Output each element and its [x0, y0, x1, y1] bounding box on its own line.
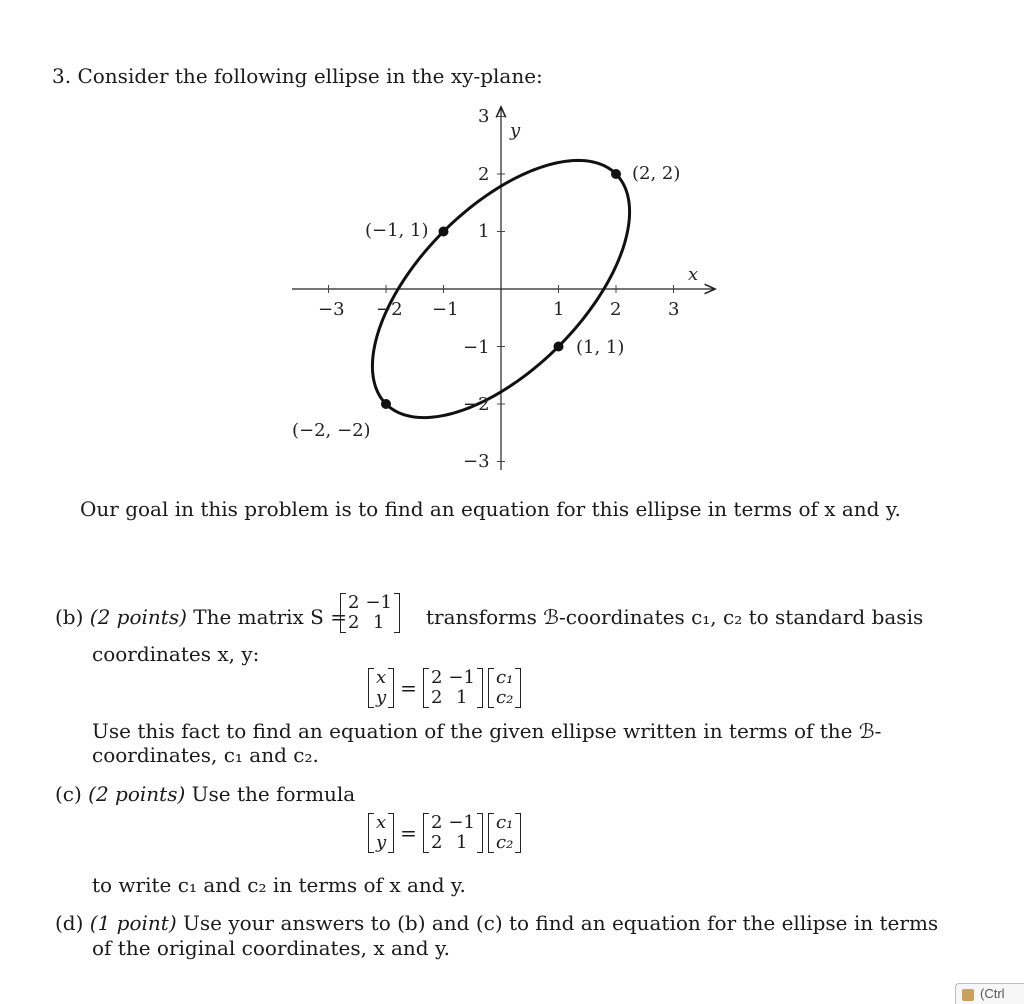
- part-b-points: (2 points): [89, 605, 187, 629]
- goal-text: Our goal in this problem is to find an equation for this ellipse in terms of x and y.: [80, 497, 901, 521]
- x-tick-label: −1: [432, 299, 459, 320]
- matrix-cell: c₁: [496, 667, 514, 688]
- matrix-s-inline: [340, 593, 400, 633]
- part-d-line1: [55, 911, 938, 935]
- matrix-cell: 1: [455, 687, 468, 708]
- y-tick-label: 2: [478, 164, 490, 185]
- matrix-cell: y: [376, 832, 387, 853]
- part-d-label: (d): [55, 911, 84, 935]
- clipboard-icon: [962, 989, 974, 1001]
- part-c-points: (2 points): [88, 782, 186, 806]
- matrix-cell: x: [376, 667, 387, 688]
- matrix-cell: −1: [448, 812, 475, 833]
- matrix-cell: 2: [430, 667, 443, 688]
- matrix-cell: 1: [373, 612, 385, 633]
- x-tick-label: 1: [553, 299, 565, 320]
- point-label: (−2, −2): [292, 420, 371, 441]
- matrix-cell: y: [376, 687, 387, 708]
- point-label: (1, 1): [576, 337, 625, 358]
- ellipse-graph: [0, 0, 1024, 480]
- problem-number: 3.: [52, 64, 72, 88]
- part-b-text: coordinates, c₁ and c₂.: [92, 743, 319, 767]
- x-axis-label: x: [688, 264, 699, 285]
- paste-options-button[interactable]: [955, 983, 1024, 1004]
- x-tick-label: 3: [668, 299, 680, 320]
- matrix-cell: c₂: [496, 832, 514, 853]
- matrix-cell: −1: [448, 667, 475, 688]
- x-tick-label: −3: [318, 299, 345, 320]
- part-b-text: coordinates x, y:: [92, 642, 260, 666]
- ellipse-point: [381, 399, 391, 409]
- part-d-text: of the original coordinates, x and y.: [92, 936, 450, 960]
- point-label: (−1, 1): [365, 220, 429, 241]
- y-tick-label: −3: [463, 451, 490, 472]
- problem-intro: Consider the following ellipse in the xy-plane:: [77, 64, 543, 88]
- ellipse-point: [611, 169, 621, 179]
- part-c-label: (c): [55, 782, 82, 806]
- matrix-cell: 2: [430, 812, 443, 833]
- ellipse-point: [439, 227, 449, 237]
- matrix-equation: x y = 2 −1 2 1 c₁ c₂: [368, 668, 521, 708]
- matrix-cell: 2: [348, 612, 360, 633]
- x-tick-label: 2: [610, 299, 622, 320]
- y-tick-label: −2: [463, 394, 490, 415]
- matrix-cell: c₁: [496, 812, 514, 833]
- matrix-cell: 2: [348, 592, 360, 613]
- matrix-cell: 2: [430, 687, 443, 708]
- y-tick-label: −1: [463, 337, 490, 358]
- matrix-cell: −1: [365, 592, 392, 613]
- matrix-equation: x y = 2 −1 2 1 c₁ c₂: [368, 813, 521, 853]
- paste-options-label: (Ctrl: [980, 986, 1005, 1001]
- matrix-cell: c₂: [496, 687, 514, 708]
- y-tick-label: 1: [478, 221, 490, 242]
- part-c-line1: [55, 782, 355, 806]
- part-d-text: Use your answers to (b) and (c) to find an equation for the ellipse in terms: [183, 911, 939, 935]
- ellipse-point: [554, 342, 564, 352]
- part-d-points: (1 point): [89, 911, 177, 935]
- y-tick-label: 3: [478, 106, 490, 127]
- matrix-cell: 1: [455, 832, 468, 853]
- point-label: (2, 2): [632, 163, 681, 184]
- part-b-text: The matrix S =: [193, 605, 347, 629]
- part-b-text: transforms ℬ-coordinates c₁, c₂ to standard basis: [426, 605, 924, 629]
- y-axis-label: y: [510, 120, 521, 141]
- part-b-label: (b): [55, 605, 84, 629]
- x-tick-label: −2: [376, 299, 403, 320]
- part-b-text: Use this fact to find an equation of the given ellipse written in terms of the ℬ-: [92, 719, 882, 743]
- part-c-text: to write c₁ and c₂ in terms of x and y.: [92, 873, 466, 897]
- part-b-line1: [55, 605, 347, 629]
- part-c-text: Use the formula: [191, 782, 356, 806]
- matrix-cell: x: [376, 812, 387, 833]
- matrix-cell: 2: [430, 832, 443, 853]
